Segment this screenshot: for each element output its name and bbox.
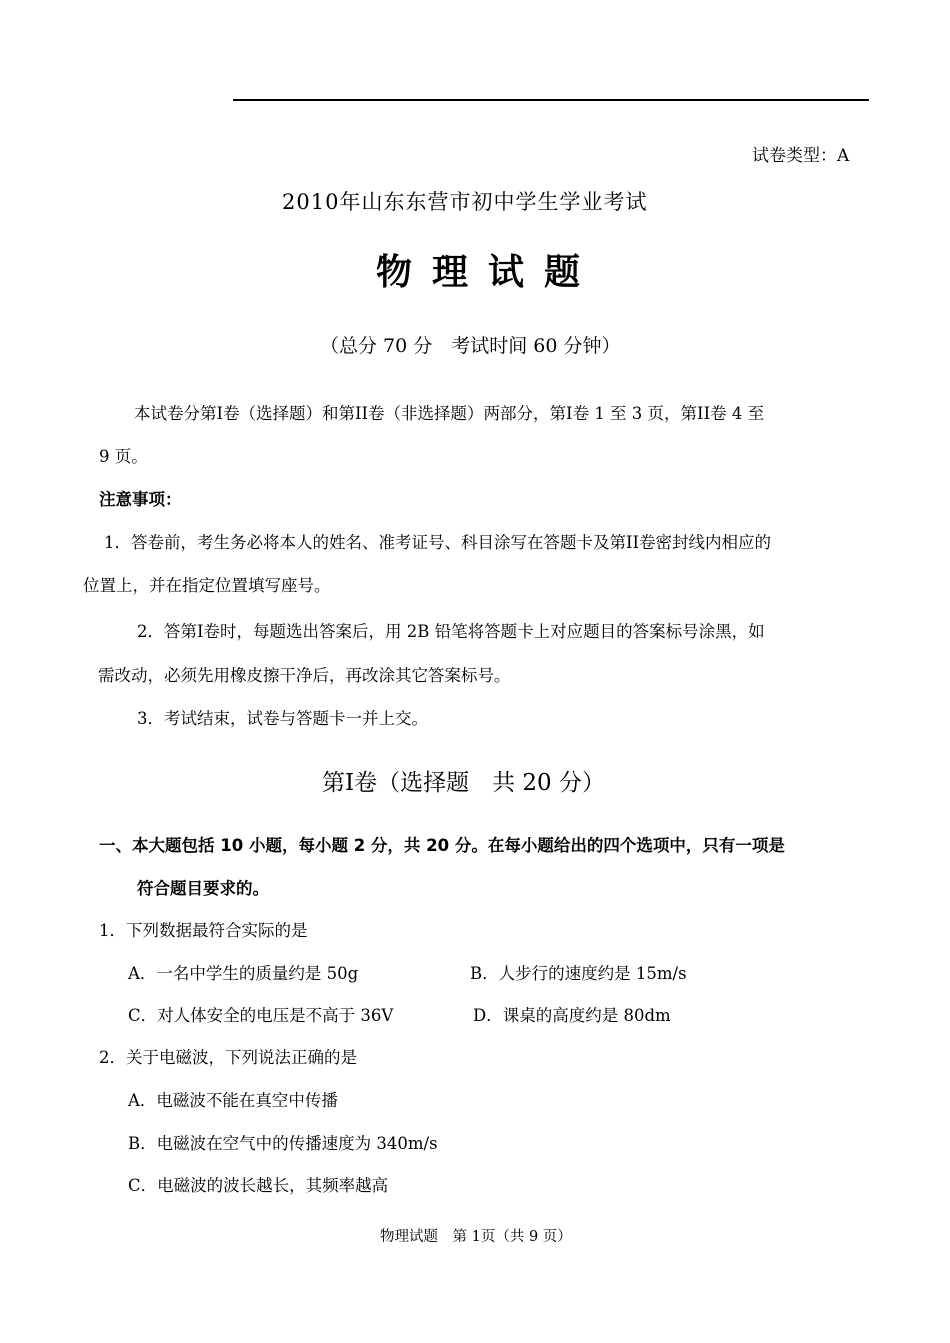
- score-and-time: （总分 70 分 考试时间 60 分钟）: [320, 335, 621, 357]
- intro-line-1: 本试卷分第Ⅰ卷（选择题）和第II卷（非选择题）两部分，第Ⅰ卷 1 至 3 页，第II卷 4 至: [134, 404, 765, 423]
- section-title: 第I卷（选择题 共 20 分）: [322, 770, 605, 796]
- exam-name: 2010年山东东营市初中学生学业考试: [282, 190, 648, 214]
- question-1-option-b: B．人步行的速度约是 15m/s: [470, 964, 687, 983]
- question-2-option-b: B．电磁波在空气中的传播速度为 340m/s: [128, 1134, 438, 1153]
- question-1-option-d: D．课桌的高度约是 80dm: [473, 1006, 671, 1025]
- note-2-line-1: 2．答第Ⅰ卷时，每题选出答案后，用 2B 铅笔将答题卡上对应题目的答案标号涂黑，如: [137, 622, 765, 641]
- question-1-stem: 1．下列数据最符合实际的是: [99, 921, 308, 940]
- header-rule: [233, 99, 869, 101]
- page-footer: 物理试题 第 1页（共 9 页）: [380, 1229, 572, 1245]
- question-1-option-a: A．一名中学生的质量约是 50g: [128, 964, 359, 983]
- note-1-line-1: 1．答卷前，考生务必将本人的姓名、准考证号、科目涂写在答题卡及第II卷密封线内相应的: [104, 533, 772, 552]
- question-2-option-c: C．电磁波的波长越长，其频率越高: [128, 1176, 389, 1195]
- section-instruction-line-2: 符合题目要求的。: [137, 879, 269, 898]
- intro-line-2: 9 页。: [99, 447, 148, 466]
- question-2-stem: 2．关于电磁波，下列说法正确的是: [99, 1048, 357, 1067]
- question-1-option-c: C．对人体安全的电压是不高于 36V: [128, 1006, 394, 1025]
- paper-type-label: 试卷类型：A: [752, 146, 850, 166]
- section-instruction-line-1: 一、本大题包括 10 小题，每小题 2 分，共 20 分。在每小题给出的四个选项中，只有一项是: [99, 836, 785, 855]
- note-2-line-2: 需改动，必须先用橡皮擦干净后，再改涂其它答案标号。: [98, 666, 511, 685]
- notes-heading: 注意事项：: [99, 490, 182, 509]
- question-2-option-a: A．电磁波不能在真空中传播: [128, 1091, 338, 1110]
- note-1-line-2: 位置上，并在指定位置填写座号。: [83, 576, 331, 595]
- page-title: 物理试题: [376, 252, 601, 293]
- note-3: 3．考试结束，试卷与答题卡一并上交。: [137, 709, 428, 728]
